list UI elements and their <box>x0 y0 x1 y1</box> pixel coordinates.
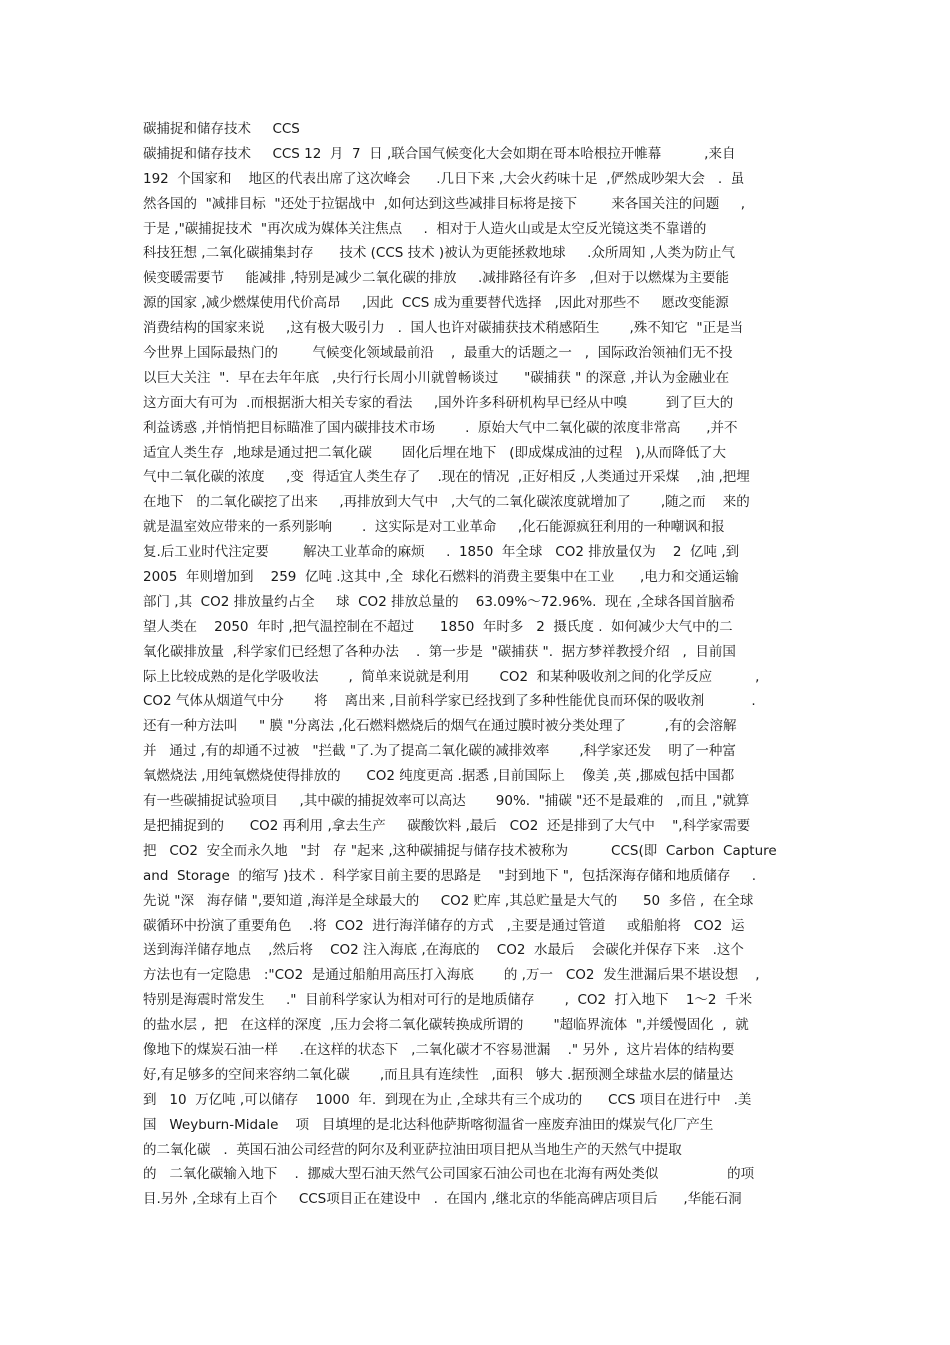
text-line: 碳循环中扮演了重要角色 .将 CO2 进行海洋储存的方式 ,主要是通过管道 或船舶将 CO2 运 <box>143 917 745 934</box>
text-line: 这方面大有可为 .而根据浙大相关专家的看法 ,国外许多科研机构早已经从中嗅 到了巨大的 <box>143 394 734 411</box>
text-line: 科技狂想 ,二氧化碳捕集封存 技术 (CCS 技术 )被认为更能拯救地球 .众所周知 ,人类为防止气 <box>143 245 735 262</box>
text-line: 的二氧化碳 . 英国石油公司经营的阿尔及利亚萨拉油田项目把从当地生产的天然气中提取 <box>143 1141 682 1158</box>
text-line: 然各国的 "减排目标 "还处于拉锯战中 ,如何达到这些减排目标将是接下 来各国关注的问题 , <box>143 195 746 212</box>
text-line: 并 通过 ,有的却通不过被 "拦截 "了.为了提高二氧化碳的减排效率 ,科学家还发 明了一种富 <box>143 743 736 760</box>
text-line: 今世界上国际最热门的 气候变化领域最前沿 , 最重大的话题之一 , 国际政治领袖们无不投 <box>143 345 733 362</box>
text-line: 还有一种方法叫 " 膜 "分离法 ,化石燃料燃烧后的烟气在通过膜时被分类处理了 ,有的会溶解 <box>143 718 737 735</box>
text-line: 源的国家 ,减少燃煤使用代价高昂 ,因此 CCS 成为重要替代选择 ,因此对那些不 愿改变能源 <box>143 295 729 312</box>
text-line: 于是 ,"碳捕捉技术 "再次成为媒体关注焦点 . 相对于人造火山或是太空反光镜这类不靠谱的 <box>143 220 707 237</box>
text-line: 有一些碳捕捉试验项目 ,其中碳的捕捉效率可以高达 90%. "捕碳 "还不是最难的 ,而且 ,"就算 <box>143 793 750 810</box>
text-line: 氧化碳排放量 ,科学家们已经想了各种办法 . 第一步是 "碳捕获 ". 据方梦祥教授介绍 , 目前国 <box>143 643 736 660</box>
text-line: 复.后工业时代注定要 解决工业革命的麻烦 . 1850 年全球 CO2 排放量仅为 2 亿吨 ,到 <box>143 544 740 561</box>
text-line: 适宜人类生存 ,地球是通过把二氧化碳 固化后埋在地下 (即成煤成油的过程 ),从而降低了大 <box>143 444 726 461</box>
text-line: 方法也有一定隐患 :"CO2 是通过船舶用高压打入海底 的 ,万一 CO2 发生泄漏后果不堪设想 , <box>143 967 760 984</box>
text-line: 气中二氧化碳的浓度 ,变 得适宜人类生存了 .现在的情况 ,正好相反 ,人类通过开采煤 ,油 ,把埋 <box>143 469 750 486</box>
text-line: 在地下 的二氧化碳挖了出来 ,再排放到大气中 ,大气的二氧化碳浓度就增加了 ,随之而 来的 <box>143 494 750 511</box>
text-line: 先说 "深 海存储 ",要知道 ,海洋是全球最大的 CO2 贮库 ,其总贮量是大气的 50 多倍 , 在全球 <box>143 892 754 909</box>
text-line: 到 10 万亿吨 ,可以储存 1000 年. 到现在为止 ,全球共有三个成功的 CCS 项目在进行中 .美 <box>143 1091 752 1108</box>
text-line: 的盐水层 , 把 在这样的深度 ,压力会将二氧化碳转换成所谓的 "超临界流体 ",并缓慢固化 , 就 <box>143 1017 749 1034</box>
text-line: and Storage 的缩写 )技术 . 科学家目前主要的思路是 "封到地下 ", 包括深海存储和地质储存 . <box>143 867 757 884</box>
text-line: 192 个国家和 地区的代表出席了这次峰会 .几日下来 ,大会火药味十足 ,俨然成吵架大会 . 虽 <box>143 170 745 187</box>
text-line: 望人类在 2050 年时 ,把气温控制在不超过 1850 年时多 2 摄氏度 . 如何减少大气中的二 <box>143 618 733 635</box>
text-line: 部门 ,其 CO2 排放量约占全 球 CO2 排放总量的 63.09%～72.96%. 现在 ,全球各国首脑希 <box>143 593 736 610</box>
text-line: 以巨大关注 ". 早在去年年底 ,央行行长周小川就曾畅谈过 "碳捕获 " 的深意 ,并认为金融业在 <box>143 369 730 386</box>
article-body <box>143 117 808 1212</box>
text-line: 好,有足够多的空间来容纳二氧化碳 ,而且具有连续性 ,面积 够大 .据预测全球盐水层的储量达 <box>143 1066 734 1083</box>
text-line: 碳捕捉和储存技术 CCS 12 月 7 日 ,联合国气候变化大会如期在哥本哈根拉开帷幕 ,来自 <box>143 145 736 162</box>
text-line: 像地下的煤炭石油一样 .在这样的状态下 ,二氧化碳才不容易泄漏 ." 另外 , 这片岩体的结构要 <box>143 1041 735 1058</box>
text-line: 把 CO2 安全而永久地 "封 存 "起来 ,这种碳捕捉与储存技术被称为 CCS(即 Carbon Capture <box>143 842 777 859</box>
text-line: 候变暖需要节 能减排 ,特别是减少二氧化碳的排放 .减排路径有许多 ,但对于以燃煤为主要能 <box>143 270 729 287</box>
text-line: 就是温室效应带来的一系列影响 . 这实际是对工业革命 ,化石能源疯狂利用的一种嘲讽和报 <box>143 519 725 536</box>
text-line: 国 Weyburn-Midale 项 目填埋的是北达科他萨斯喀彻温省一座废弃油田的煤炭气化厂产生 <box>143 1116 714 1133</box>
text-line: 目.另外 ,全球有上百个 CCS项目正在建设中 . 在国内 ,继北京的华能高碑店项目后 ,华能石洞 <box>143 1191 742 1208</box>
text-line: 送到海洋储存地点 ,然后将 CO2 注入海底 ,在海底的 CO2 水最后 会碳化并保存下来 .这个 <box>143 942 744 959</box>
article-title: 碳捕捉和储存技术 CCS <box>143 121 300 137</box>
text-line: 特别是海震时常发生 ." 目前科学家认为相对可行的是地质储存 , CO2 打入地下 1～2 千米 <box>143 992 753 1009</box>
text-line: 2005 年则增加到 259 亿吨 .这其中 ,全 球化石燃料的消费主要集中在工业 ,电力和交通运输 <box>143 569 739 586</box>
text-line: 际上比较成熟的是化学吸收法 , 简单来说就是利用 CO2 和某种吸收剂之间的化学反应 , <box>143 668 760 685</box>
text-line: 利益诱惑 ,并悄悄把目标瞄准了国内碳排技术市场 . 原始大气中二氧化碳的浓度非常高 ,并不 <box>143 419 738 436</box>
text-line: 氧燃烧法 ,用纯氧燃烧使得排放的 CO2 纯度更高 .据悉 ,目前国际上 像美 ,英 ,挪威包括中国都 <box>143 768 735 785</box>
text-line: 消费结构的国家来说 ,这有极大吸引力 . 国人也许对碳捕获技术稍感陌生 ,殊不知它 "正是当 <box>143 320 744 337</box>
text-line: CO2 气体从烟道气中分 将 离出来 ,目前科学家已经找到了多种性能优良而环保的吸收剂 . <box>143 693 756 710</box>
text-line: 是把捕捉到的 CO2 再利用 ,拿去生产 碳酸饮料 ,最后 CO2 还是排到了大气中 ",科学家需要 <box>143 817 751 834</box>
text-line: 的 二氧化碳输入地下 . 挪威大型石油天然气公司国家石油公司也在北海有两处类似 的项 <box>143 1166 755 1183</box>
